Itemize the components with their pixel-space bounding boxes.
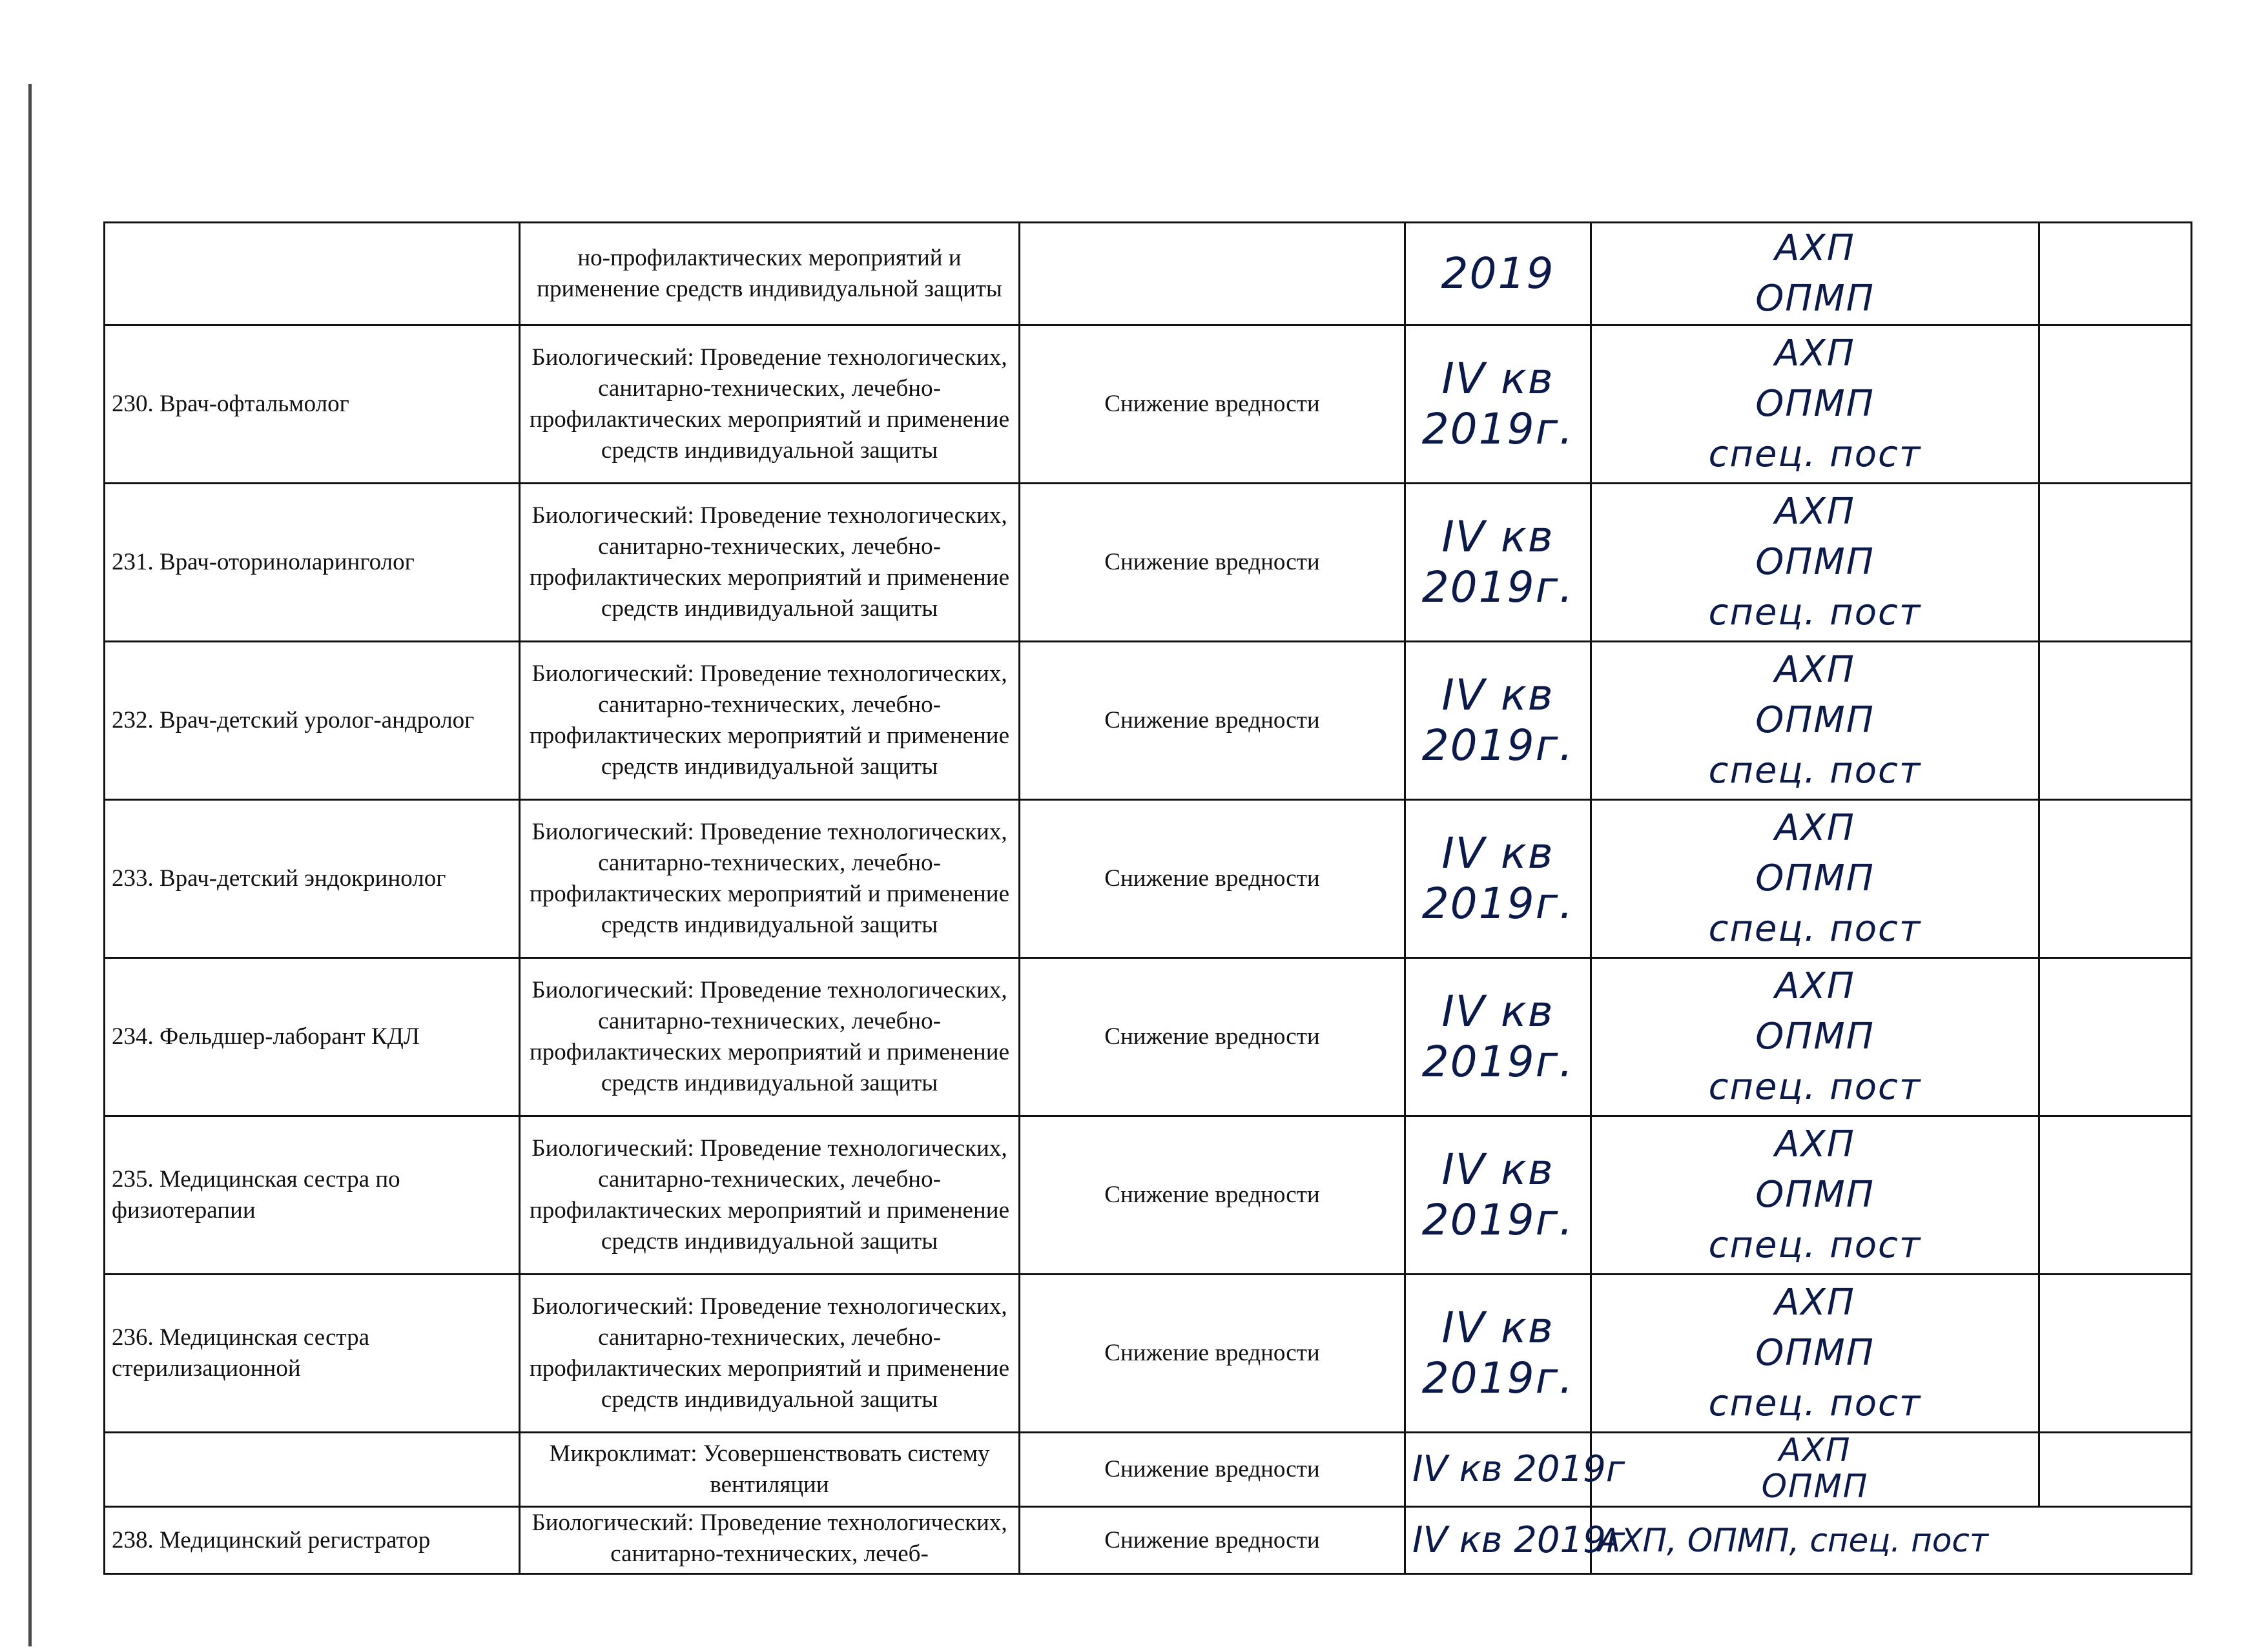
date-cell bbox=[1405, 1116, 1591, 1275]
position-cell: 231. Врач-оториноларинголог bbox=[105, 484, 520, 642]
handwritten-executors: АХП ОПМП спец. пост bbox=[1708, 491, 1922, 633]
date-cell bbox=[1405, 484, 1591, 642]
goal-cell: Снижение вредности bbox=[1020, 958, 1405, 1116]
table-row bbox=[105, 325, 2192, 484]
measures-table bbox=[103, 221, 2192, 1575]
executors-cell bbox=[1591, 1507, 2192, 1574]
measure-cell: Биологический: Проведение технологических, санитарно-технических, лечебно-профилактических мероприятий и применение средств индивидуальной защиты bbox=[520, 484, 1020, 642]
executors-cell bbox=[1591, 800, 2039, 958]
table-row bbox=[105, 1507, 2192, 1574]
position-cell: 236. Медицинская сестра стерилизационной bbox=[105, 1275, 520, 1433]
goal-cell: Снижение вредности bbox=[1020, 1507, 1405, 1574]
measure-cell: Микроклимат: Усовершенствовать систему вентиляции bbox=[520, 1433, 1020, 1507]
executors-cell bbox=[1591, 484, 2039, 642]
executors-cell bbox=[1591, 223, 2039, 325]
table-row bbox=[105, 958, 2192, 1116]
table-row bbox=[105, 642, 2192, 800]
executors-cell bbox=[1591, 1433, 2039, 1507]
handwritten-executors: АХП ОПМП bbox=[1755, 227, 1875, 320]
handwritten-date: IV кв 2019г. bbox=[1421, 828, 1574, 928]
measure-cell: Биологический: Проведение технологических, санитарно-технических, лечебно-профилактических мероприятий и применение средств индивидуальной защиты bbox=[520, 325, 1020, 484]
position-cell: 230. Врач-офтальмолог bbox=[105, 325, 520, 484]
goal-cell: Снижение вредности bbox=[1020, 800, 1405, 958]
measure-cell: Биологический: Проведение технологических, санитарно-технических, лечебно-профилактических мероприятий и применение средств индивидуальной защиты bbox=[520, 1116, 1020, 1275]
executors-cell bbox=[1591, 1116, 2039, 1275]
position-cell: 238. Медицинский регистратор bbox=[105, 1507, 520, 1574]
measure-cell: Биологический: Проведение технологических, санитарно-технических, лечебно-профилактических мероприятий и применение средств индивидуальной защиты bbox=[520, 800, 1020, 958]
date-cell bbox=[1405, 642, 1591, 800]
note-cell bbox=[2039, 958, 2192, 1116]
handwritten-date: IV кв 2019г. bbox=[1421, 1145, 1574, 1245]
handwritten-executors: АХП ОПМП спец. пост bbox=[1708, 649, 1922, 792]
executors-cell bbox=[1591, 1275, 2039, 1433]
date-cell bbox=[1405, 958, 1591, 1116]
position-cell: 232. Врач-детский уролог-андролог bbox=[105, 642, 520, 800]
note-cell bbox=[2039, 800, 2192, 958]
table-row bbox=[105, 223, 2192, 325]
date-cell bbox=[1405, 800, 1591, 958]
date-cell bbox=[1405, 1275, 1591, 1433]
measure-cell: Биологический: Проведение технологических, санитарно-технических, лечебно-профилактических мероприятий и применение средств индивидуальной защиты bbox=[520, 1275, 1020, 1433]
date-cell bbox=[1405, 1507, 1625, 1574]
handwritten-date: IV кв 2019г. bbox=[1421, 354, 1574, 454]
position-cell bbox=[105, 1433, 520, 1507]
handwritten-date: IV кв 2019г bbox=[1412, 1448, 1625, 1490]
position-cell: 234. Фельдшер-лаборант КДЛ bbox=[105, 958, 520, 1116]
handwritten-executors: АХП ОПМП bbox=[1761, 1431, 1869, 1505]
executors-cell bbox=[1591, 325, 2039, 484]
goal-cell: Снижение вредности bbox=[1020, 484, 1405, 642]
scan-edge-line bbox=[28, 84, 32, 1646]
handwritten-date: IV кв 2019г. bbox=[1421, 987, 1574, 1087]
goal-cell: Снижение вредности bbox=[1020, 642, 1405, 800]
date-cell bbox=[1405, 223, 1591, 325]
date-cell bbox=[1405, 1433, 1625, 1507]
table-row bbox=[105, 484, 2192, 642]
handwritten-executors: АХП ОПМП спец. пост bbox=[1708, 1123, 1922, 1266]
table-row bbox=[105, 1433, 2192, 1507]
handwritten-executors: АХП ОПМП спец. пост bbox=[1708, 333, 1922, 475]
goal-cell: Снижение вредности bbox=[1020, 1275, 1405, 1433]
handwritten-executors: АХП, ОПМП, спец. пост bbox=[1598, 1521, 1988, 1559]
measure-cell: Биологический: Проведение технологических, санитарно-технических, лечеб- bbox=[520, 1507, 1020, 1574]
handwritten-date: IV кв 2019г. bbox=[1421, 1303, 1574, 1403]
goal-cell: Снижение вредности bbox=[1020, 1116, 1405, 1275]
handwritten-executors: АХП ОПМП спец. пост bbox=[1708, 965, 1922, 1108]
handwritten-date: 2019 bbox=[1441, 249, 1555, 298]
handwritten-date: IV кв 2019г bbox=[1412, 1519, 1625, 1561]
goal-cell bbox=[1020, 223, 1405, 325]
date-cell bbox=[1405, 325, 1591, 484]
goal-cell: Снижение вредности bbox=[1020, 1433, 1405, 1507]
goal-cell: Снижение вредности bbox=[1020, 325, 1405, 484]
handwritten-date: IV кв 2019г. bbox=[1421, 512, 1574, 612]
position-cell: 233. Врач-детский эндокринолог bbox=[105, 800, 520, 958]
handwritten-executors: АХП ОПМП спец. пост bbox=[1708, 807, 1922, 950]
note-cell bbox=[2039, 484, 2192, 642]
note-cell bbox=[2039, 325, 2192, 484]
measure-cell: Биологический: Проведение технологических, санитарно-технических, лечебно-профилактических мероприятий и применение средств индивидуальной защиты bbox=[520, 642, 1020, 800]
executors-cell bbox=[1591, 642, 2039, 800]
note-cell bbox=[2039, 223, 2192, 325]
note-cell bbox=[2039, 1116, 2192, 1275]
table-row bbox=[105, 1116, 2192, 1275]
note-cell bbox=[2039, 1275, 2192, 1433]
handwritten-date: IV кв 2019г. bbox=[1421, 670, 1574, 770]
handwritten-executors: АХП ОПМП спец. пост bbox=[1708, 1282, 1922, 1424]
measure-cell: но-профилактических мероприятий и применение средств индивидуальной защиты bbox=[520, 223, 1020, 325]
measure-cell: Биологический: Проведение технологических, санитарно-технических, лечебно-профилактических мероприятий и применение средств индивидуальной защиты bbox=[520, 958, 1020, 1116]
table-row bbox=[105, 1275, 2192, 1433]
note-cell bbox=[2039, 642, 2192, 800]
executors-cell bbox=[1591, 958, 2039, 1116]
table-row bbox=[105, 800, 2192, 958]
note-cell bbox=[2039, 1433, 2192, 1507]
position-cell: 235. Медицинская сестра по физиотерапии bbox=[105, 1116, 520, 1275]
position-cell bbox=[105, 223, 520, 325]
